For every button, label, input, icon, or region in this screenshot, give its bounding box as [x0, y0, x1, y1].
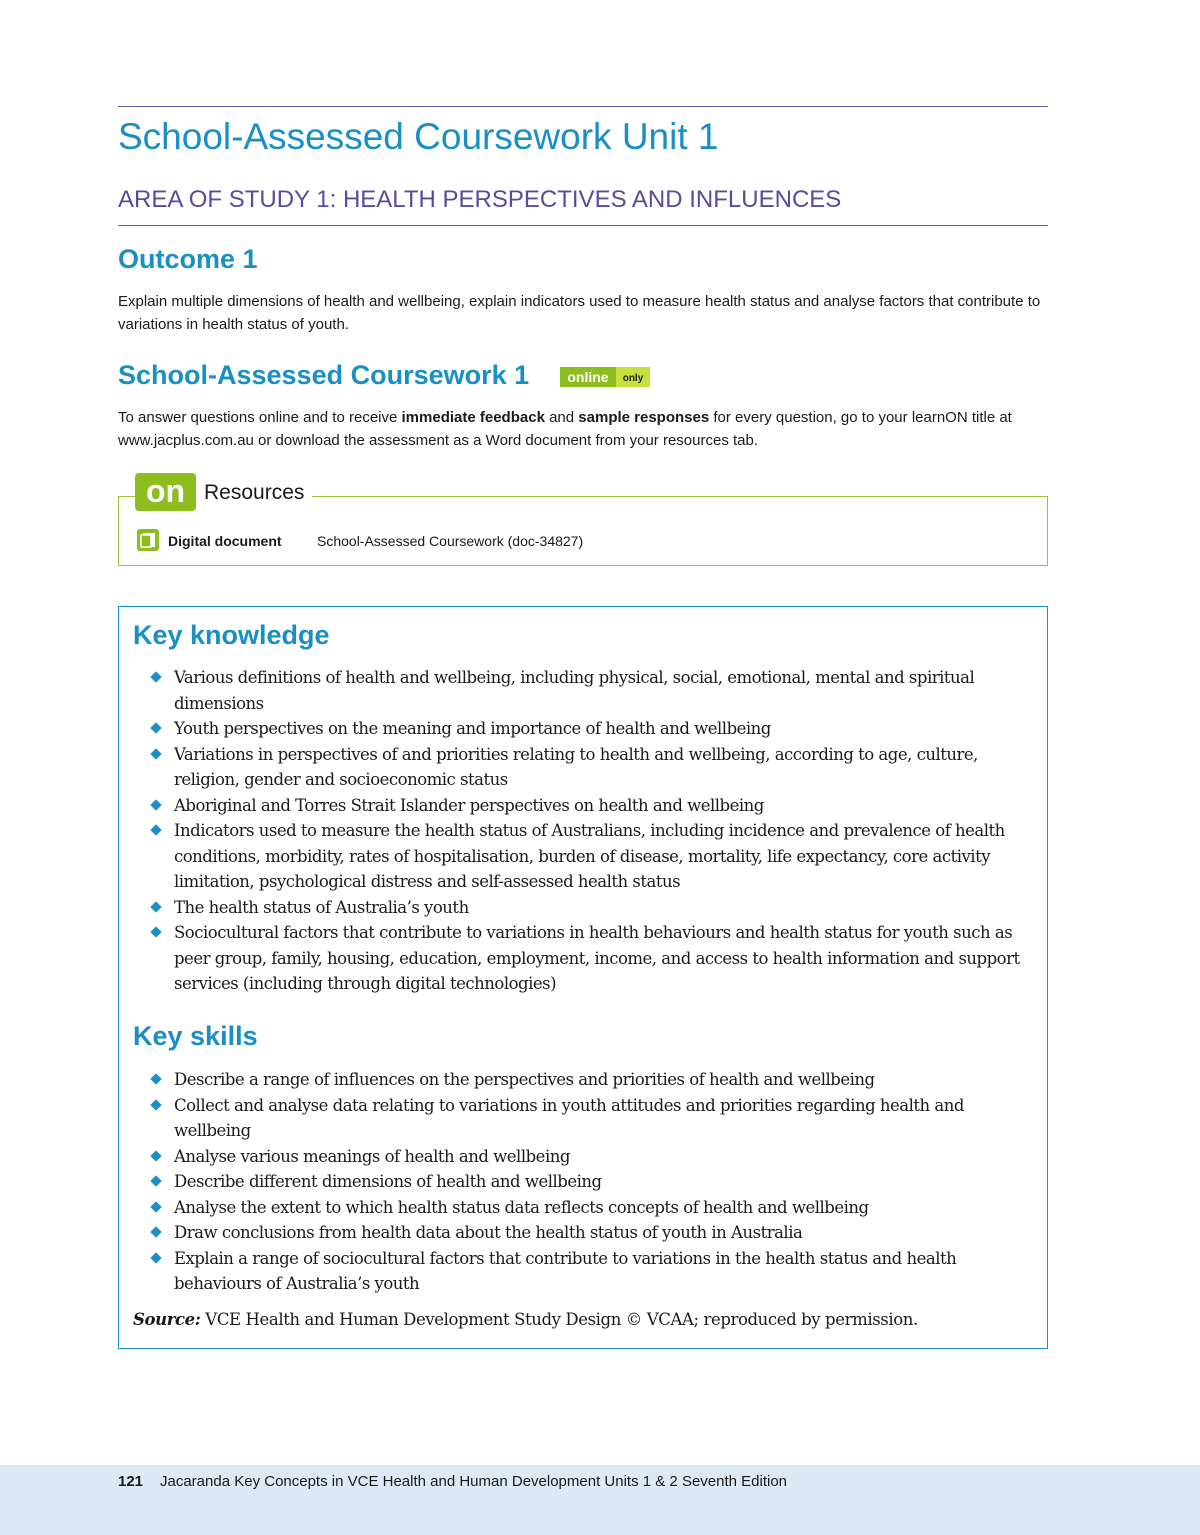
top-rule	[118, 106, 1048, 107]
bullet-icon	[150, 1099, 161, 1110]
sac-text-before: To answer questions online and to receive	[118, 409, 402, 426]
key-skills-item	[150, 1220, 1030, 1246]
key-knowledge-list	[150, 665, 1030, 997]
page-title: School-Assessed Coursework Unit 1	[118, 116, 719, 157]
bullet-icon	[150, 1252, 161, 1263]
immediate-feedback-text: immediate feedback	[401, 409, 545, 426]
bullet-icon	[150, 1226, 161, 1237]
outcome-text: Explain multiple dimensions of health and wellbeing, explain indicators used to measure health status and analyse factors that contribute to variations in health status of youth.	[118, 293, 1041, 333]
key-knowledge-item	[150, 742, 1030, 793]
page-number: 121	[118, 1473, 144, 1490]
resource-type[interactable]: Digital document	[168, 533, 282, 549]
area-of-study-title: AREA OF STUDY 1: HEALTH PERSPECTIVES AND INFLUENCES	[118, 186, 842, 213]
key-skills-item-text: Draw conclusions from health data about the health status of youth in Australia	[174, 1223, 803, 1242]
bullet-icon	[150, 722, 161, 733]
key-skills-heading: Key skills	[133, 1021, 258, 1051]
outcome-heading: Outcome 1	[118, 244, 258, 274]
key-knowledge-heading: Key knowledge	[133, 620, 330, 650]
resources-box	[118, 496, 1048, 566]
key-knowledge-item-text: Aboriginal and Torres Strait Islander perspectives on health and wellbeing	[174, 795, 764, 815]
digital-document-icon[interactable]	[137, 529, 159, 551]
sac-text-after: for every question, go to your learnON title at www.jacplus.com.au or download the assessment as a Word document from your resources tab.	[118, 409, 1012, 449]
key-skills-item	[150, 1093, 1030, 1144]
source-citation	[133, 1310, 918, 1329]
bullet-icon	[150, 1175, 161, 1186]
sac-heading: School-Assessed Coursework 1	[118, 360, 530, 390]
sample-responses-text: sample responses	[578, 409, 710, 426]
bullet-icon	[150, 1201, 161, 1212]
key-knowledge-item-text: Variations in perspectives of and priorities relating to health and wellbeing, according to age, culture, religion, gender and socioeconomic status	[174, 744, 978, 789]
key-skills-item-text: Analyse various meanings of health and wellbeing	[174, 1146, 570, 1166]
online-badge-text: online	[567, 369, 609, 385]
key-knowledge-item-text: Various definitions of health and wellbeing, including physical, social, emotional, mental and spiritual dimensions	[174, 668, 975, 713]
key-skills-item	[150, 1195, 1030, 1221]
only-badge-text: only	[622, 373, 644, 384]
key-skills-item	[150, 1169, 1030, 1195]
bullet-icon	[150, 901, 161, 912]
bullet-icon	[150, 926, 161, 937]
key-skills-item	[150, 1246, 1030, 1297]
resources-label: Resources	[196, 481, 312, 505]
bullet-icon	[150, 1073, 161, 1084]
source-text: VCE Health and Human Development Study Design © VCAA; reproduced by permission.	[200, 1310, 918, 1329]
book-title: Jacaranda Key Concepts in VCE Health and Human Development Units 1 & 2 Seventh Edition	[160, 1473, 788, 1490]
key-skills-item-text: Explain a range of sociocultural factors that contribute to variations in the health status and health behaviours of Australia’s youth	[174, 1248, 957, 1293]
key-knowledge-item-text: The health status of Australia’s youth	[174, 897, 469, 917]
key-knowledge-item	[150, 665, 1030, 716]
key-knowledge-item	[150, 818, 1030, 895]
key-skills-item-text: Describe different dimensions of health and wellbeing	[174, 1172, 602, 1191]
key-skills-item-text: Analyse the extent to which health status data reflects concepts of health and wellbeing	[174, 1197, 869, 1217]
key-knowledge-item-text: Indicators used to measure the health status of Australians, including incidence and prevalence of health conditions, morbidity, rates of hospitalisation, burden of disease, mortality, life expectancy, core activity limitation, psychological distress and self-assessed health status	[174, 821, 1005, 891]
key-knowledge-item	[150, 920, 1030, 997]
bullet-icon	[150, 671, 161, 682]
key-skills-item-text: Collect and analyse data relating to variations in youth attitudes and priorities regarding health and wellbeing	[174, 1095, 964, 1140]
key-skills-item	[150, 1144, 1030, 1170]
bullet-icon	[150, 824, 161, 835]
bullet-icon	[150, 748, 161, 759]
online-only-badge	[560, 367, 650, 387]
learnon-logo: on	[135, 473, 196, 511]
bullet-icon	[150, 1150, 161, 1161]
key-skills-list	[150, 1067, 1030, 1297]
section-rule	[118, 225, 1048, 226]
key-skills-item	[150, 1067, 1030, 1093]
key-knowledge-item	[150, 793, 1030, 819]
source-label: Source:	[133, 1310, 201, 1329]
resource-link[interactable]: School-Assessed Coursework (doc-34827)	[317, 533, 584, 549]
sac-text-mid: and	[544, 409, 579, 426]
key-knowledge-item-text: Youth perspectives on the meaning and importance of health and wellbeing	[174, 719, 771, 738]
key-knowledge-item	[150, 895, 1030, 921]
key-knowledge-item-text: Sociocultural factors that contribute to variations in health behaviours and health status for youth such as peer group, family, housing, education, employment, income, and access to health information and support services (including through digital technologies)	[174, 923, 1020, 993]
sac-instructions	[118, 406, 1048, 452]
key-knowledge-item	[150, 716, 1030, 742]
key-skills-item-text: Describe a range of influences on the perspectives and priorities of health and wellbeing	[174, 1070, 875, 1089]
bullet-icon	[150, 799, 161, 810]
